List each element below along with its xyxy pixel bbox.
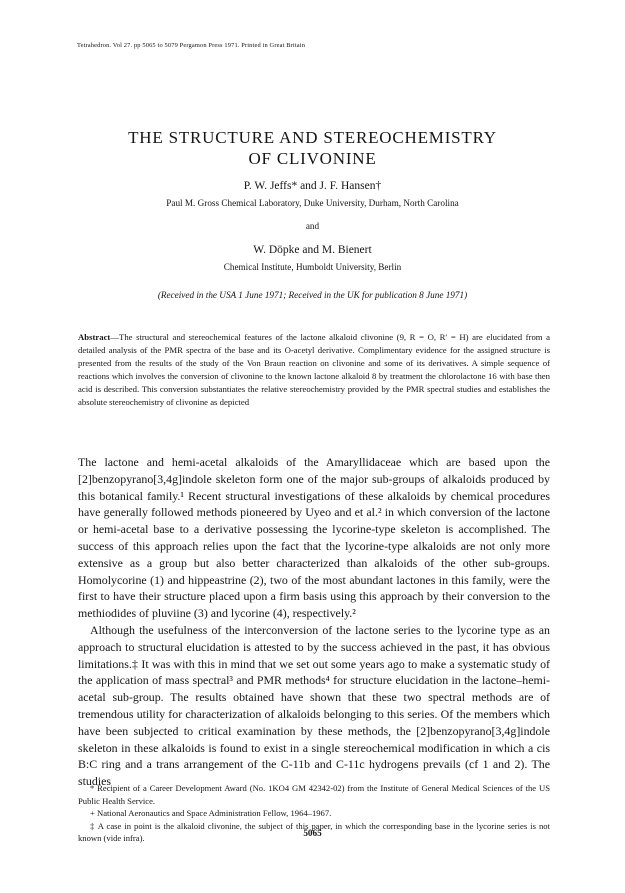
body-text [78, 454, 550, 790]
received-dates: (Received in the USA 1 June 1971; Received in the UK for publication 8 June 1971) [157, 290, 468, 300]
paragraph-1: The lactone and hemi-acetal alkaloids of the Amaryllidaceae which are based upon the [2]benzopyrano[3,4g]indole skeleton form one of the major sub-groups of alkaloids produced by this botanical family.¹ Recent structural investigations of these alkaloids by chemical procedures have generally followed methods pioneered by Uyeo and et al.² in which conversion of the lactone or hemi-acetal base to a derivative possessing the lycorine-type skeleton is accomplished. The success of this approach relies upon the fact that the lycorine-type alkaloids are not only more extensive as a group but also better characterized than alkaloids of the other sub-groups. Homolycorine (1) and hippeastrine (2), two of the most abundant lactones in this family, were the first to have their structure placed upon a firm basis using this approach by their conversion to the methiodides of pluviine (3) and lycorine (4), respectively.² [78, 455, 550, 621]
authors-group-1: P. W. Jeffs* and J. F. Hansen† [243, 180, 382, 192]
article-title-line-1: THE STRUCTURE AND STEREOCHEMISTRY [128, 128, 497, 147]
article-title-line-2: OF CLIVONINE [248, 149, 377, 168]
paragraph-2: Although the usefulness of the interconversion of the lactone series to the lycorine type as an approach to structural elucidation is attested to by the success achieved in the past, it has obvious limitations.‡ It was with this in mind that we set out some years ago to make a systematic study of the application of mass spectral³ and PMR methods⁴ for structure elucidation in the lactone–hemi-acetal sub-group. The results obtained have shown that these two spectral methods are of tremendous utility for characterization of alkaloids belonging to this series. Of the members which have been subjected to critical examination by these methods, the [2]benzopyrano[3,4g]indole skeleton in these alkaloids is found to exist in a single stereochemical modification in which a cis B:C ring and a trans arrangement of the C-11b and C-11c hydrogens prevails (cf 1 and 2). The studies [78, 622, 550, 789]
affiliation-2: Chemical Institute, Humboldt University, Berlin [223, 262, 402, 272]
and-separator: and [305, 221, 320, 231]
authors-group-2: W. Döpke and M. Bienert [253, 244, 372, 256]
footnote-2: + National Aeronautics and Space Administration Fellow, 1964–1967. [90, 808, 332, 818]
footnote-3: ‡ A case in point is the alkaloid clivonine, the subject of this paper, in which the corresponding base in the lycorine series is not known (vide infra). [78, 820, 550, 843]
abstract [78, 331, 550, 408]
abstract-text: —The structural and stereochemical features of the lactone alkaloid clivonine (9, R = O, R′ = H) are elucidated from a detailed analysis of the PMR spectra of the base and its O-acetyl derivative. Complimentary evidence for the assigned structure is presented from the results of the study of the Von Braun reaction on clivonine and some of its derivatives. A simple sequence of reactions which involves the conversion of clivonine to the known lactone alkaloid 8 by treatment the chlorolactone 16 with base then acid is described. This conversion substantiates the relative stereochemistry provided by the PMR spectral studies and establishes the absolute stereochemistry of clivonine as depicted [78, 332, 550, 407]
footnote-1: * Recipient of a Career Development Award (No. 1KO4 GM 42342-02) from the Institute of General Medical Sciences of the US Public Health Service. [78, 783, 550, 806]
abstract-label: Abstract [78, 332, 111, 342]
affiliation-1: Paul M. Gross Chemical Laboratory, Duke University, Durham, North Carolina [166, 198, 459, 208]
page-number: 5065 [303, 828, 322, 838]
running-head: Tetrahedron. Vol 27. pp 5065 to 5079 Pergamon Press 1971. Printed in Great Britain [77, 42, 306, 49]
